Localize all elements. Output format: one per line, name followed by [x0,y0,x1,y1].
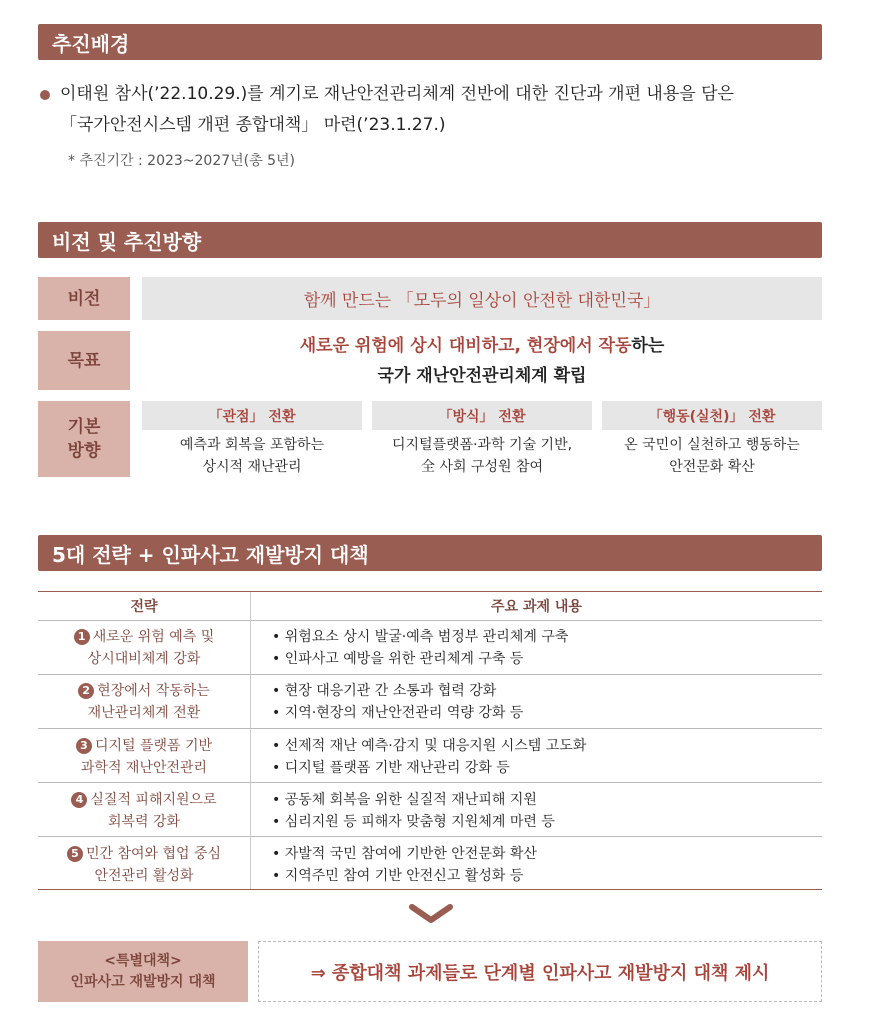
special-measure-label [38,941,248,1002]
special-label-line-2: 인파사고 재발방지 대책 [70,973,216,990]
task-item: • 심리지원 등 피해자 맞춤형 지원체계 마련 등 [272,814,555,830]
number-5-icon: 5 [67,846,83,862]
header-divider [38,620,822,621]
task-item: • 공동체 회복을 위한 실질적 재난피해 지원 [272,792,537,808]
task-item: • 디지털 플랫폼 기반 재난관리 강화 등 [272,760,510,776]
vision-text: 함께 만드는 「모두의 일상이 안전한 대한민국」 [142,277,822,320]
direction-body-3 [602,434,822,478]
number-3-icon: 3 [76,738,92,754]
strategy-line: 민간 참여와 협업 중심 [85,846,222,862]
column-divider [250,592,251,889]
direction-head-3: 「행동(실천)」 전환 [602,401,822,430]
direction-head-2: 「방식」 전환 [372,401,592,430]
strategy-line: 새로운 위험 예측 및 [92,629,215,645]
goal-highlight: 새로운 위험에 상시 대비하고, 현장에서 작동 [299,336,632,356]
number-2-icon: 2 [78,683,94,699]
direction-line: 디지털플랫폼·과학 기술 기반, [391,437,573,453]
task-item: • 지역·현장의 재난안전관리 역량 강화 등 [272,705,524,721]
task-item: • 지역주민 참여 기반 안전신고 활성화 등 [272,868,524,884]
section-title: 5대 전략 + 인파사고 재발방지 대책 [52,542,369,567]
task-item: • 선제적 재난 예측·감지 및 대응지원 시스템 고도화 [272,738,587,754]
strategy-cell [38,626,250,670]
number-4-icon: 4 [71,792,87,808]
background-line-1: 이태원 참사(’22.10.29.)를 계기로 재난안전관리체계 전반에 대한 진단과 개편 내용을 담은 [60,84,734,104]
section-title: 추진배경 [52,31,130,56]
direction-head-1: 「관점」 전환 [142,401,362,430]
number-1-icon: 1 [74,629,90,645]
row-divider [38,674,822,675]
direction-label-line-1: 기본 [67,417,101,437]
task-cell [272,735,817,779]
bullet-icon [40,90,50,100]
task-cell [272,843,817,887]
strategy-line: 회복력 강화 [107,814,181,830]
section-header-strategy [38,535,822,571]
direction-label-line-2: 방향 [67,441,101,461]
goal-text [142,331,822,391]
row-divider [38,728,822,729]
task-item: • 위험요소 상시 발굴·예측 범정부 관리체계 구축 [272,629,569,645]
strategy-cell [38,680,250,724]
goal-label: 목표 [38,331,130,390]
task-cell [272,626,817,670]
column-header-tasks: 주요 과제 내용 [491,599,582,615]
period-note: * 추진기간 : 2023~2027년(총 5년) [68,153,296,169]
vision-label: 비전 [38,277,130,320]
chevron-down-icon [408,903,454,925]
direction-body-2 [372,434,592,478]
strategy-line: 재난관리체계 전환 [87,705,201,721]
row-divider [38,836,822,837]
task-item: • 현장 대응기관 간 소통과 협력 강화 [272,683,497,699]
strategy-line: 실질적 피해지원으로 [90,792,217,808]
row-divider [38,782,822,783]
strategy-line: 현장에서 작동하는 [97,683,210,699]
strategy-cell [38,735,250,779]
strategy-line: 상시대비체계 강화 [87,651,201,667]
strategy-cell [38,843,250,887]
section-header-background [38,24,822,60]
strategy-line: 과학적 재난안전관리 [80,760,208,776]
direction-line: 全 사회 구성원 참여 [420,459,544,475]
column-header-strategy: 전략 [130,599,158,615]
special-label-line-1: <특별대책> [104,952,182,969]
direction-line: 안전문화 확산 [669,459,755,475]
task-item: • 자발적 국민 참여에 기반한 안전문화 확산 [272,846,537,862]
goal-suffix: 하는 [631,336,665,356]
task-item: • 인파사고 예방을 위한 관리체계 구축 등 [272,651,524,667]
section-title: 비전 및 추진방향 [52,229,202,254]
goal-line-2: 국가 재난안전관리체계 확립 [377,366,587,386]
direction-line: 상시적 재난관리 [202,459,302,475]
direction-line: 예측과 회복을 포함하는 [179,437,325,453]
strategy-line: 디지털 플랫폼 기반 [94,738,213,754]
direction-body-1 [142,434,362,478]
task-cell [272,680,817,724]
task-cell [272,789,817,833]
background-line-2: 「국가안전시스템 개편 종합대책」 마련(’23.1.27.) [60,115,446,135]
strategy-cell [38,789,250,833]
special-measure-text: ⇒ 종합대책 과제들로 단계별 인파사고 재발방지 대책 제시 [258,941,822,1002]
section-header-vision [38,222,822,258]
direction-line: 온 국민이 실천하고 행동하는 [624,437,800,453]
table-bottom-border [38,889,822,890]
direction-label [38,401,130,477]
strategy-line: 안전관리 활성화 [94,868,194,884]
